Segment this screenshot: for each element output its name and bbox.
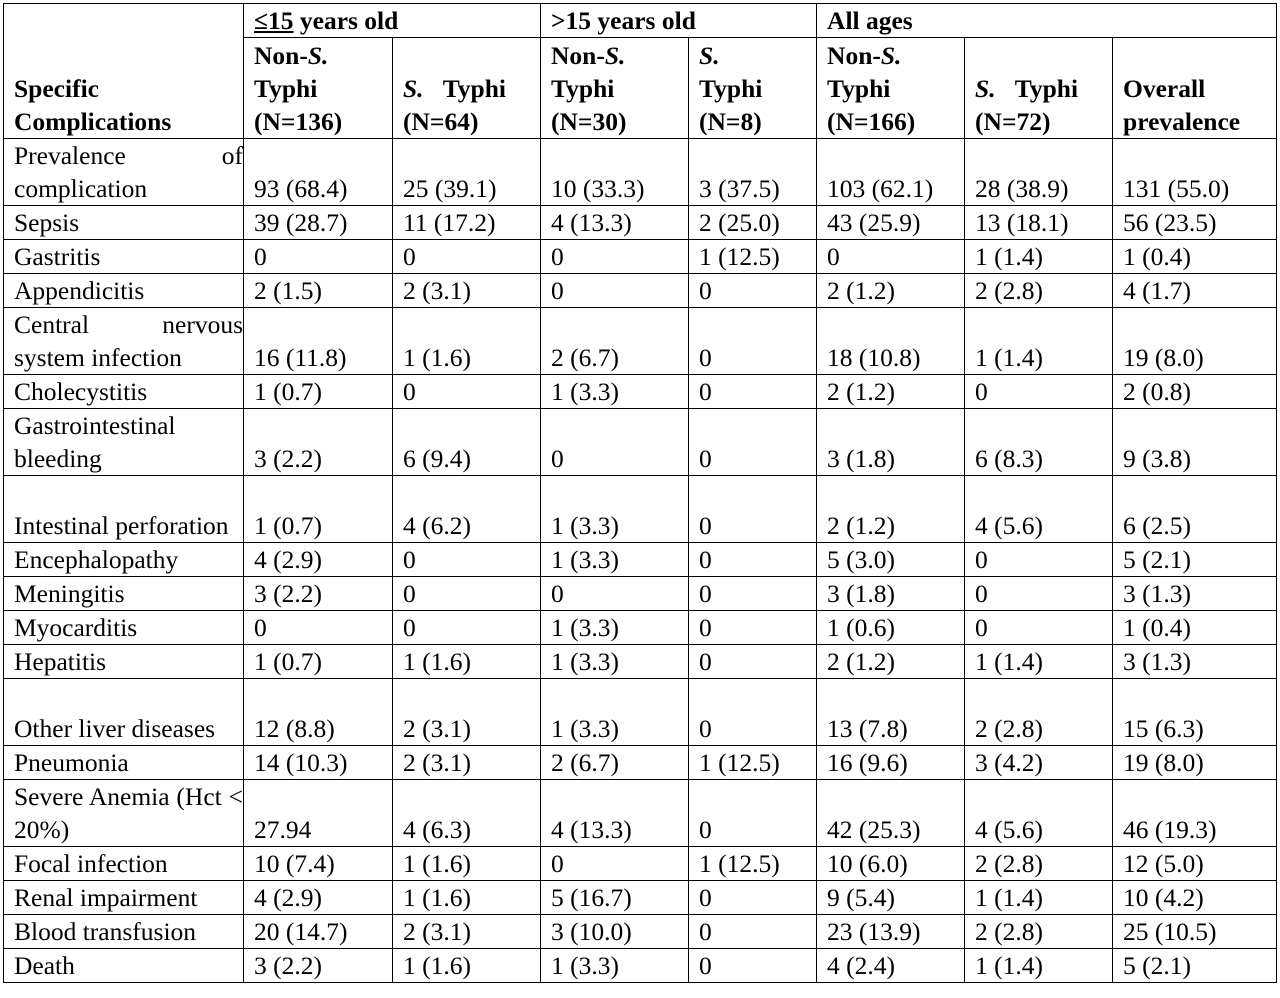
row-label: Hepatitis <box>4 645 244 679</box>
non-prefix: Non- <box>551 41 605 70</box>
cell-value: 2 (25.0) <box>689 206 817 240</box>
s-label: S. <box>604 41 626 70</box>
cell-value: 2 (1.2) <box>817 274 965 308</box>
cell-value: 4 (5.6) <box>965 780 1113 847</box>
cell-value: 11 (17.2) <box>393 206 541 240</box>
table-body <box>4 139 1277 983</box>
cell-value: 2 (2.8) <box>965 274 1113 308</box>
cell-value: 23 (13.9) <box>817 915 965 949</box>
cell-value: 0 <box>689 308 817 375</box>
typhi-label: Typhi <box>1014 74 1079 103</box>
n-all-s: (N=72) <box>975 107 1051 136</box>
header-overall-prevalence <box>1113 38 1277 139</box>
cell-value: 0 <box>541 847 689 881</box>
cell-value: 1 (1.4) <box>965 949 1113 983</box>
cell-value: 1 (1.6) <box>393 308 541 375</box>
table-row <box>4 611 1277 645</box>
table-row <box>4 409 1277 476</box>
header-group-le15 <box>244 4 541 38</box>
cell-value: 1 (12.5) <box>689 240 817 274</box>
cell-value: 10 (33.3) <box>541 139 689 206</box>
cell-value: 0 <box>689 881 817 915</box>
cell-value: 0 <box>689 611 817 645</box>
cell-value: 0 <box>393 611 541 645</box>
header-all-ages-label: All ages <box>827 6 913 35</box>
cell-value: 20 (14.7) <box>244 915 393 949</box>
cell-value: 1 (3.3) <box>541 375 689 409</box>
header-le15-non-s-typhi <box>244 38 393 139</box>
header-all-s-typhi <box>965 38 1113 139</box>
cell-value: 3 (1.8) <box>817 577 965 611</box>
cell-value: 2 (3.1) <box>393 915 541 949</box>
cell-value: 5 (2.1) <box>1113 949 1277 983</box>
cell-value: 2 (1.2) <box>817 375 965 409</box>
cell-value: 27.94 <box>244 780 393 847</box>
cell-value: 4 (2.4) <box>817 949 965 983</box>
table-row <box>4 645 1277 679</box>
cell-value: 0 <box>541 274 689 308</box>
cell-value: 3 (2.2) <box>244 409 393 476</box>
cell-value: 1 (1.4) <box>965 308 1113 375</box>
cell-value: 1 (12.5) <box>689 847 817 881</box>
cell-value: 6 (9.4) <box>393 409 541 476</box>
cell-value: 0 <box>689 476 817 543</box>
row-label: Severe Anemia (Hct < 20%) <box>4 780 244 847</box>
typhi-label: Typhi <box>551 74 615 103</box>
row-label: Encephalopathy <box>4 543 244 577</box>
table-header <box>4 4 1277 139</box>
cell-value: 1 (0.7) <box>244 476 393 543</box>
cell-value: 3 (2.2) <box>244 577 393 611</box>
row-label: Cholecystitis <box>4 375 244 409</box>
cell-value: 4 (1.7) <box>1113 274 1277 308</box>
cell-value: 42 (25.3) <box>817 780 965 847</box>
cell-value: 25 (39.1) <box>393 139 541 206</box>
cell-value: 131 (55.0) <box>1113 139 1277 206</box>
cell-value: 5 (3.0) <box>817 543 965 577</box>
table-row <box>4 476 1277 543</box>
cell-value: 16 (11.8) <box>244 308 393 375</box>
cell-value: 0 <box>244 611 393 645</box>
table-row <box>4 577 1277 611</box>
non-prefix: Non- <box>254 41 308 70</box>
overall-label: Overall prevalence <box>1123 74 1241 136</box>
cell-value: 14 (10.3) <box>244 746 393 780</box>
cell-value: 3 (4.2) <box>965 746 1113 780</box>
header-group-row <box>4 4 1277 38</box>
cell-value: 9 (3.8) <box>1113 409 1277 476</box>
cell-value: 1 (1.6) <box>393 949 541 983</box>
table-row <box>4 679 1277 746</box>
cell-value: 0 <box>541 577 689 611</box>
cell-value: 28 (38.9) <box>965 139 1113 206</box>
row-label: Intestinal perforation <box>4 476 244 543</box>
cell-value: 6 (8.3) <box>965 409 1113 476</box>
cell-value: 1 (1.4) <box>965 645 1113 679</box>
cell-value: 10 (7.4) <box>244 847 393 881</box>
cell-value: 2 (0.8) <box>1113 375 1277 409</box>
table-row <box>4 881 1277 915</box>
n-gt15-non: (N=30) <box>551 107 627 136</box>
cell-value: 4 (6.2) <box>393 476 541 543</box>
cell-value: 1 (3.3) <box>541 679 689 746</box>
cell-value: 39 (28.7) <box>244 206 393 240</box>
row-label: Focal infection <box>4 847 244 881</box>
cell-value: 0 <box>689 679 817 746</box>
cell-value: 0 <box>689 577 817 611</box>
header-all-non-s-typhi <box>817 38 965 139</box>
row-label: Other liver diseases <box>4 679 244 746</box>
header-group-all-ages <box>817 4 1277 38</box>
cell-value: 1 (1.6) <box>393 645 541 679</box>
cell-value: 5 (2.1) <box>1113 543 1277 577</box>
cell-value: 2 (1.2) <box>817 645 965 679</box>
cell-value: 16 (9.6) <box>817 746 965 780</box>
n-le15-s: (N=64) <box>403 107 479 136</box>
cell-value: 0 <box>541 409 689 476</box>
table-row <box>4 915 1277 949</box>
cell-value: 0 <box>689 274 817 308</box>
row-label: Gastritis <box>4 240 244 274</box>
cell-value: 0 <box>393 375 541 409</box>
table-row <box>4 139 1277 206</box>
cell-value: 1 (1.4) <box>965 240 1113 274</box>
row-label: Pneumonia <box>4 746 244 780</box>
header-le15-label: years old <box>293 6 399 35</box>
cell-value: 2 (3.1) <box>393 746 541 780</box>
cell-value: 1 (3.3) <box>541 611 689 645</box>
cell-value: 1 (3.3) <box>541 543 689 577</box>
typhi-label: Typhi <box>827 74 891 103</box>
cell-value: 2 (2.8) <box>965 847 1113 881</box>
table-row <box>4 746 1277 780</box>
typhi-label: Typhi <box>699 74 763 103</box>
header-le15-prefix: ≤15 <box>254 6 294 35</box>
cell-value: 3 (1.8) <box>817 409 965 476</box>
cell-value: 2 (1.5) <box>244 274 393 308</box>
complications-table <box>3 3 1277 983</box>
cell-value: 19 (8.0) <box>1113 746 1277 780</box>
s-label: S. <box>307 41 329 70</box>
table-row <box>4 543 1277 577</box>
cell-value: 0 <box>817 240 965 274</box>
cell-value: 4 (13.3) <box>541 780 689 847</box>
cell-value: 43 (25.9) <box>817 206 965 240</box>
cell-value: 5 (16.7) <box>541 881 689 915</box>
cell-value: 2 (3.1) <box>393 274 541 308</box>
cell-value: 0 <box>965 577 1113 611</box>
cell-value: 2 (3.1) <box>393 679 541 746</box>
cell-value: 0 <box>541 240 689 274</box>
cell-value: 3 (10.0) <box>541 915 689 949</box>
row-label: Gastrointestinal bleeding <box>4 409 244 476</box>
cell-value: 0 <box>689 915 817 949</box>
row-label: Sepsis <box>4 206 244 240</box>
table-row <box>4 780 1277 847</box>
cell-value: 18 (10.8) <box>817 308 965 375</box>
s-label: S. <box>699 41 720 70</box>
table-row <box>4 847 1277 881</box>
cell-value: 13 (7.8) <box>817 679 965 746</box>
header-specific-complications <box>4 4 244 139</box>
cell-value: 4 (5.6) <box>965 476 1113 543</box>
cell-value: 2 (2.8) <box>965 679 1113 746</box>
cell-value: 1 (3.3) <box>541 949 689 983</box>
row-label: Prevalence of complication <box>4 139 244 206</box>
cell-value: 3 (1.3) <box>1113 645 1277 679</box>
s-label: S. <box>403 74 424 103</box>
cell-value: 4 (6.3) <box>393 780 541 847</box>
row-label: Meningitis <box>4 577 244 611</box>
cell-value: 0 <box>689 949 817 983</box>
header-gt15-non-s-typhi <box>541 38 689 139</box>
cell-value: 6 (2.5) <box>1113 476 1277 543</box>
row-label: Appendicitis <box>4 274 244 308</box>
cell-value: 1 (0.7) <box>244 375 393 409</box>
cell-value: 1 (0.6) <box>817 611 965 645</box>
cell-value: 25 (10.5) <box>1113 915 1277 949</box>
typhi-label: Typhi <box>442 74 507 103</box>
cell-value: 12 (5.0) <box>1113 847 1277 881</box>
cell-value: 1 (0.7) <box>244 645 393 679</box>
row-label: Renal impairment <box>4 881 244 915</box>
cell-value: 103 (62.1) <box>817 139 965 206</box>
row-label: Death <box>4 949 244 983</box>
header-group-gt15 <box>541 4 817 38</box>
cell-value: 0 <box>965 543 1113 577</box>
cell-value: 0 <box>393 543 541 577</box>
cell-value: 19 (8.0) <box>1113 308 1277 375</box>
cell-value: 1 (0.4) <box>1113 611 1277 645</box>
n-all-non: (N=166) <box>827 107 916 136</box>
cell-value: 0 <box>689 375 817 409</box>
cell-value: 93 (68.4) <box>244 139 393 206</box>
cell-value: 10 (4.2) <box>1113 881 1277 915</box>
cell-value: 1 (3.3) <box>541 645 689 679</box>
row-label: Blood transfusion <box>4 915 244 949</box>
non-prefix: Non- <box>827 41 881 70</box>
header-le15-s-typhi <box>393 38 541 139</box>
table-row <box>4 274 1277 308</box>
cell-value: 0 <box>689 780 817 847</box>
cell-value: 1 (1.4) <box>965 881 1113 915</box>
table-row <box>4 240 1277 274</box>
row-label: Central nervous system infection <box>4 308 244 375</box>
cell-value: 2 (2.8) <box>965 915 1113 949</box>
cell-value: 12 (8.8) <box>244 679 393 746</box>
cell-value: 0 <box>965 375 1113 409</box>
cell-value: 15 (6.3) <box>1113 679 1277 746</box>
cell-value: 1 (0.4) <box>1113 240 1277 274</box>
cell-value: 2 (6.7) <box>541 746 689 780</box>
n-gt15-s: (N=8) <box>699 107 762 136</box>
table-row <box>4 206 1277 240</box>
table-row <box>4 308 1277 375</box>
cell-value: 46 (19.3) <box>1113 780 1277 847</box>
cell-value: 3 (37.5) <box>689 139 817 206</box>
typhi-label: Typhi <box>254 74 318 103</box>
cell-value: 0 <box>689 543 817 577</box>
cell-value: 4 (13.3) <box>541 206 689 240</box>
cell-value: 4 (2.9) <box>244 543 393 577</box>
cell-value: 0 <box>244 240 393 274</box>
cell-value: 2 (6.7) <box>541 308 689 375</box>
cell-value: 2 (1.2) <box>817 476 965 543</box>
header-gt15-s-typhi <box>689 38 817 139</box>
cell-value: 0 <box>393 240 541 274</box>
cell-value: 56 (23.5) <box>1113 206 1277 240</box>
header-first-col-text: Specific Complications <box>14 74 172 136</box>
cell-value: 10 (6.0) <box>817 847 965 881</box>
row-label: Myocarditis <box>4 611 244 645</box>
table-row <box>4 375 1277 409</box>
cell-value: 1 (1.6) <box>393 881 541 915</box>
cell-value: 1 (3.3) <box>541 476 689 543</box>
s-label: S. <box>880 41 902 70</box>
cell-value: 0 <box>689 645 817 679</box>
cell-value: 0 <box>393 577 541 611</box>
header-gt15-label: >15 years old <box>551 6 696 35</box>
cell-value: 1 (12.5) <box>689 746 817 780</box>
cell-value: 3 (2.2) <box>244 949 393 983</box>
cell-value: 0 <box>965 611 1113 645</box>
cell-value: 9 (5.4) <box>817 881 965 915</box>
cell-value: 13 (18.1) <box>965 206 1113 240</box>
cell-value: 1 (1.6) <box>393 847 541 881</box>
n-le15-non: (N=136) <box>254 107 343 136</box>
cell-value: 0 <box>689 409 817 476</box>
cell-value: 3 (1.3) <box>1113 577 1277 611</box>
cell-value: 4 (2.9) <box>244 881 393 915</box>
s-label: S. <box>975 74 996 103</box>
table-row <box>4 949 1277 983</box>
